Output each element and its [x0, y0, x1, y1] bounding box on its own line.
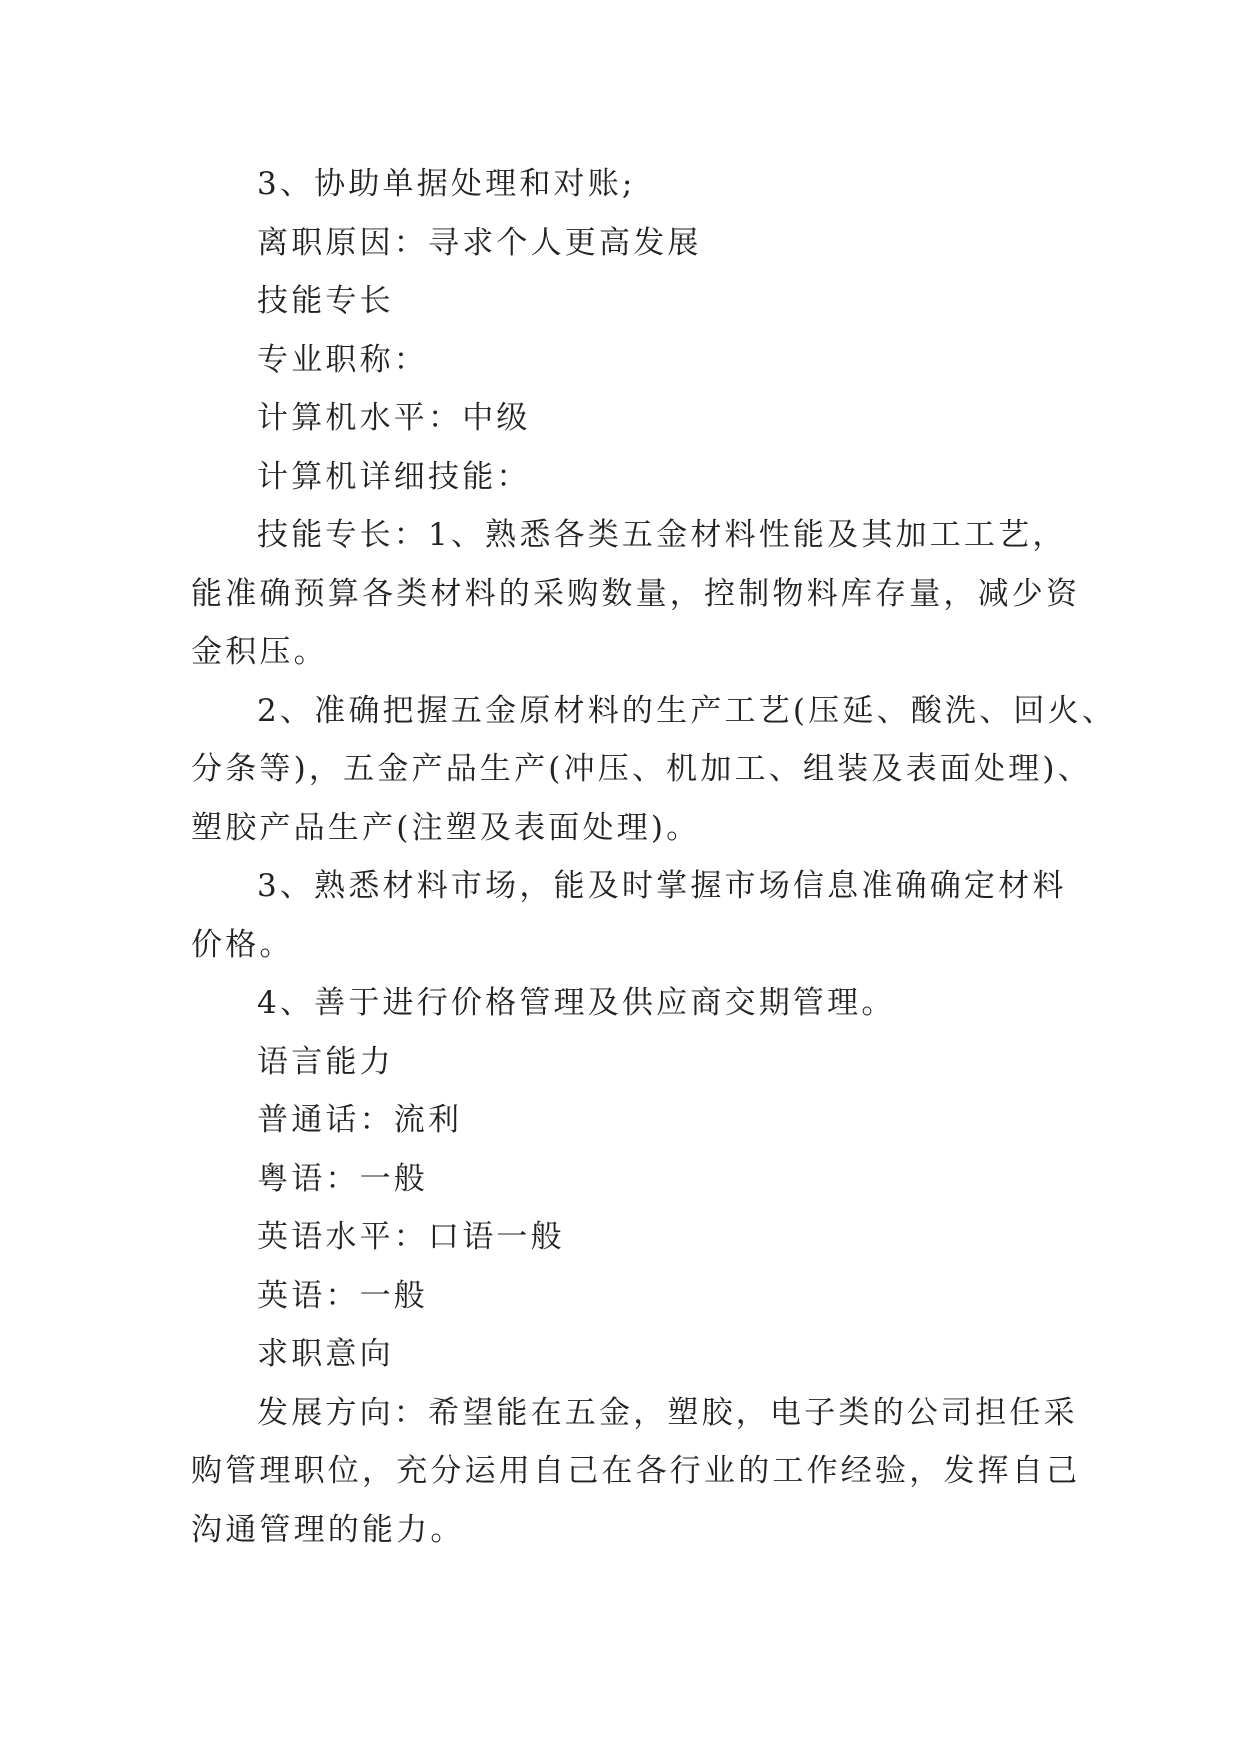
paragraph-line: 离职原因：寻求个人更高发展	[257, 224, 702, 261]
paragraph-skill-2	[191, 682, 1117, 858]
paragraph-professional-title	[191, 331, 1061, 390]
paragraph-reconcile	[191, 155, 1061, 214]
paragraph-computer-level	[191, 389, 1061, 448]
paragraph-line: 3、协助单据处理和对账;	[257, 166, 636, 202]
paragraph-line: 金积压。	[191, 634, 328, 670]
paragraph-english-level	[191, 1208, 1061, 1267]
paragraph-line: 语言能力	[257, 1043, 394, 1080]
paragraph-line: 求职意向	[257, 1336, 394, 1372]
paragraph-mandarin	[191, 1091, 1061, 1150]
paragraph-english	[191, 1267, 1061, 1326]
paragraph-line: 发展方向：希望能在五金，塑胶，电子类的公司担任采	[257, 1394, 1078, 1431]
paragraph-line: 粤语：一般	[257, 1160, 428, 1197]
document-body	[191, 155, 1117, 1559]
paragraph-line: 价格。	[191, 926, 294, 963]
paragraph-leaving-reason	[191, 214, 1061, 273]
paragraph-line: 专业职称：	[257, 341, 428, 378]
paragraph-line: 能准确预算各类材料的采购数量，控制物料库存量，减少资	[191, 575, 1081, 612]
paragraph-line: 购管理职位，充分运用自己在各行业的工作经验，发挥自己	[191, 1453, 1081, 1489]
paragraph-skill-1	[191, 506, 1081, 682]
paragraph-career-direction	[191, 1384, 1081, 1560]
paragraph-computer-skills	[191, 448, 1061, 507]
paragraph-line: 英语水平：口语一般	[257, 1219, 565, 1255]
paragraph-line: 技能专长：1、熟悉各类五金材料性能及其加工工艺，	[257, 517, 1067, 553]
paragraph-line: 英语：一般	[257, 1277, 428, 1314]
paragraph-cantonese	[191, 1150, 1061, 1209]
paragraph-skill-3	[191, 857, 1067, 974]
paragraph-line: 4、善于进行价格管理及供应商交期管理。	[257, 985, 896, 1021]
paragraph-line: 3、熟悉材料市场，能及时掌握市场信息准确确定材料	[257, 868, 1067, 904]
paragraph-line: 分条等)，五金产品生产(冲压、机加工、组装及表面处理)、	[191, 751, 1092, 787]
section-heading-skills	[191, 272, 1061, 331]
paragraph-line: 沟通管理的能力。	[191, 1511, 465, 1548]
paragraph-line: 塑胶产品生产(注塑及表面处理)。	[191, 809, 701, 846]
paragraph-line: 普通话：流利	[257, 1102, 463, 1138]
section-heading-language	[191, 1033, 1061, 1092]
section-heading-job-intention	[191, 1325, 1061, 1384]
paragraph-line: 技能专长	[257, 283, 394, 319]
paragraph-line: 计算机水平：中级	[257, 400, 531, 436]
paragraph-line: 计算机详细技能：	[257, 458, 531, 495]
paragraph-skill-4	[191, 974, 1061, 1033]
paragraph-line: 2、准确把握五金原材料的生产工艺(压延、酸洗、回火、	[257, 692, 1117, 729]
